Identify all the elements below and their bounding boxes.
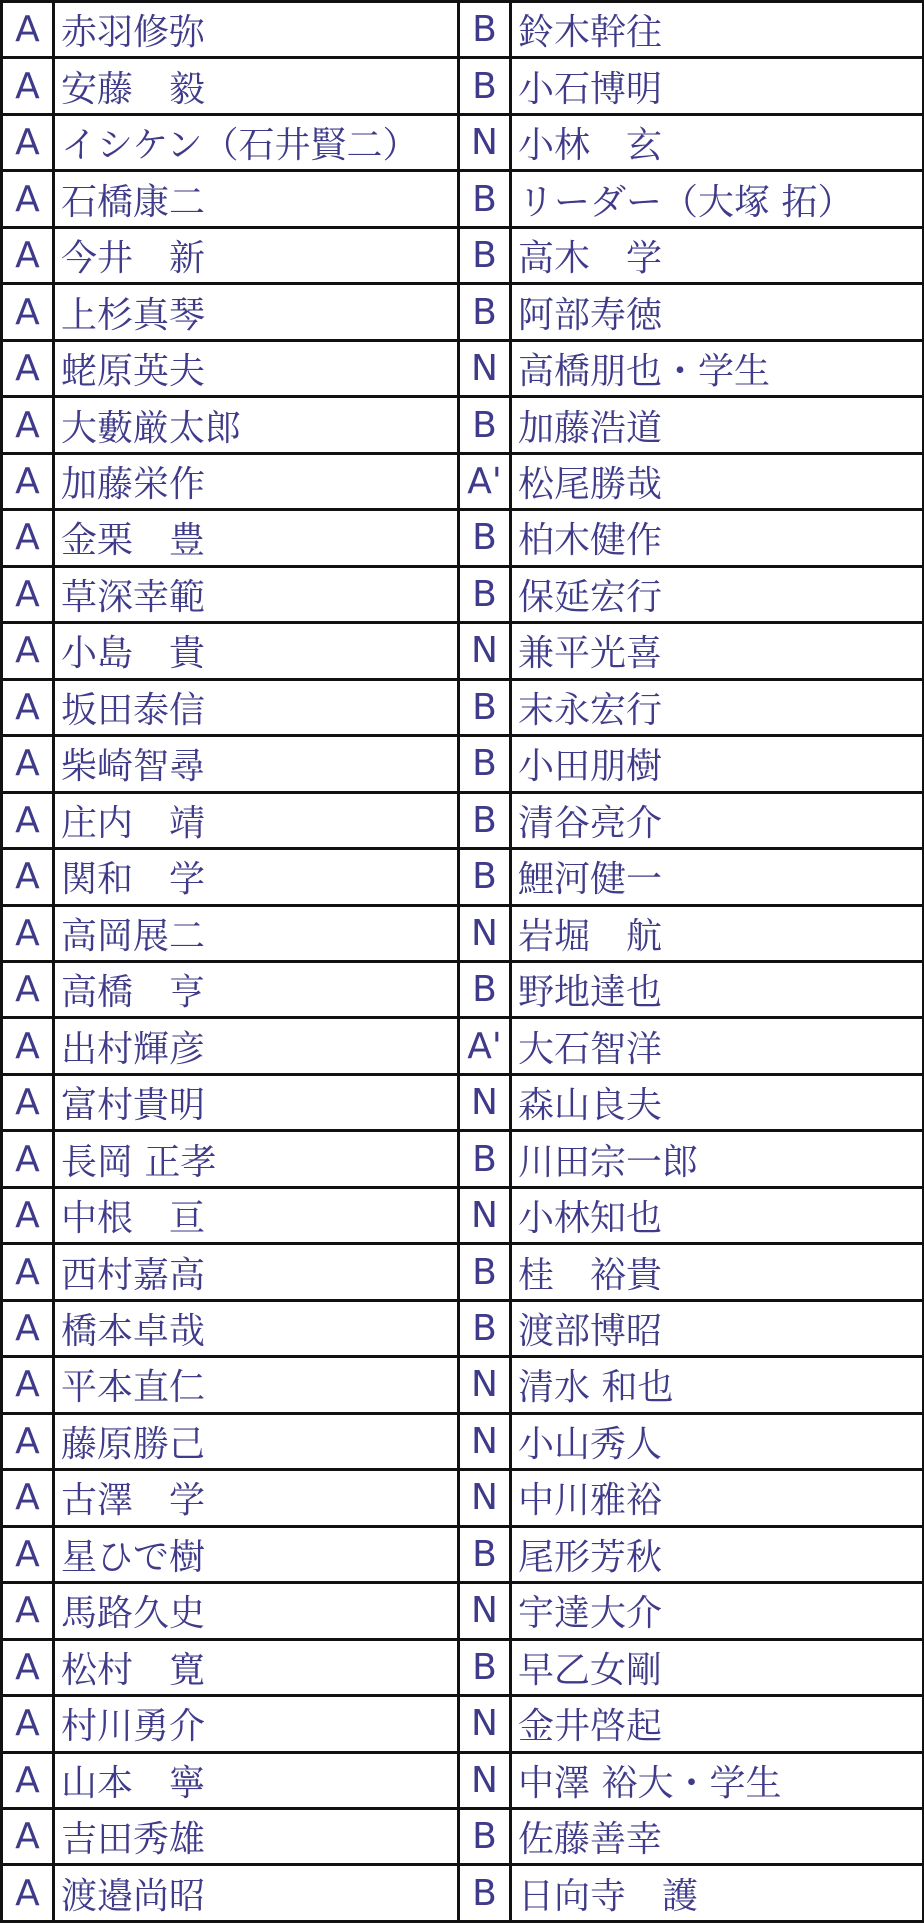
right-name-cell: 阿部寿徳 (511, 284, 924, 340)
left-name-cell: 坂田泰信 (54, 679, 459, 735)
table-row (2, 1074, 924, 1130)
left-grade-cell: A (2, 1696, 54, 1752)
left-name-cell: 馬路久史 (54, 1583, 459, 1639)
right-name-cell: 野地達也 (511, 961, 924, 1017)
right-name-cell: 岩堀 航 (511, 905, 924, 961)
left-grade-cell: A (2, 792, 54, 848)
right-grade-cell: B (459, 1300, 511, 1356)
right-name-cell: 桂 裕貴 (511, 1244, 924, 1300)
table-row (2, 679, 924, 735)
table-row (2, 1244, 924, 1300)
table-row (2, 736, 924, 792)
right-name-cell: 松尾勝哉 (511, 453, 924, 509)
table-row (2, 566, 924, 622)
right-name-cell: 清谷亮介 (511, 792, 924, 848)
table-row (2, 340, 924, 396)
table-row (2, 58, 924, 114)
right-name-cell: 小石博明 (511, 58, 924, 114)
table-row (2, 905, 924, 961)
table-row (2, 227, 924, 283)
table-row (2, 171, 924, 227)
left-name-cell: 蛯原英夫 (54, 340, 459, 396)
table-row (2, 792, 924, 848)
left-grade-cell: A (2, 1639, 54, 1695)
left-name-cell: 高岡展二 (54, 905, 459, 961)
left-name-cell: 上杉真琴 (54, 284, 459, 340)
table-row (2, 510, 924, 566)
left-grade-cell: A (2, 1526, 54, 1582)
left-name-cell: 関和 学 (54, 849, 459, 905)
right-grade-cell: N (459, 1413, 511, 1469)
table-row (2, 114, 924, 170)
left-grade-cell: A (2, 1018, 54, 1074)
right-name-cell: 小林 玄 (511, 114, 924, 170)
right-name-cell: 高木 学 (511, 227, 924, 283)
table-row (2, 2, 924, 58)
right-name-cell: 宇達大介 (511, 1583, 924, 1639)
right-grade-cell: B (459, 58, 511, 114)
left-grade-cell: A (2, 227, 54, 283)
left-grade-cell: A (2, 397, 54, 453)
left-grade-cell: A (2, 1583, 54, 1639)
left-name-cell: 吉田秀雄 (54, 1809, 459, 1865)
left-grade-cell: A (2, 1413, 54, 1469)
table-row (2, 1470, 924, 1526)
table-row (2, 397, 924, 453)
right-name-cell: 小田朋樹 (511, 736, 924, 792)
right-grade-cell: N (459, 1357, 511, 1413)
table-row (2, 284, 924, 340)
left-name-cell: 星ひで樹 (54, 1526, 459, 1582)
right-grade-cell: A' (459, 453, 511, 509)
table-row (2, 1865, 924, 1922)
right-name-cell: 森山良夫 (511, 1074, 924, 1130)
right-grade-cell: N (459, 1696, 511, 1752)
right-grade-cell: N (459, 1470, 511, 1526)
left-grade-cell: A (2, 679, 54, 735)
left-name-cell: イシケン（石井賢二） (54, 114, 459, 170)
left-name-cell: 赤羽修弥 (54, 2, 459, 58)
left-name-cell: 出村輝彦 (54, 1018, 459, 1074)
right-grade-cell: B (459, 227, 511, 283)
table-row (2, 1526, 924, 1582)
right-grade-cell: B (459, 284, 511, 340)
right-name-cell: 末永宏行 (511, 679, 924, 735)
table-row (2, 1357, 924, 1413)
right-grade-cell: B (459, 171, 511, 227)
right-name-cell: 中澤 裕大・学生 (511, 1752, 924, 1808)
left-name-cell: 石橋康二 (54, 171, 459, 227)
right-name-cell: 大石智洋 (511, 1018, 924, 1074)
left-grade-cell: A (2, 566, 54, 622)
left-name-cell: 松村 寛 (54, 1639, 459, 1695)
left-name-cell: 金栗 豊 (54, 510, 459, 566)
right-name-cell: 高橋朋也・学生 (511, 340, 924, 396)
right-grade-cell: B (459, 510, 511, 566)
left-name-cell: 庄内 靖 (54, 792, 459, 848)
right-grade-cell: B (459, 961, 511, 1017)
table-row (2, 849, 924, 905)
left-name-cell: 中根 亘 (54, 1187, 459, 1243)
table-row (2, 1696, 924, 1752)
left-grade-cell: A (2, 1865, 54, 1922)
left-name-cell: 草深幸範 (54, 566, 459, 622)
left-grade-cell: A (2, 510, 54, 566)
right-grade-cell: A' (459, 1018, 511, 1074)
table-row (2, 1583, 924, 1639)
left-name-cell: 柴崎智尋 (54, 736, 459, 792)
table-row (2, 1131, 924, 1187)
table-row (2, 623, 924, 679)
left-grade-cell: A (2, 961, 54, 1017)
right-name-cell: 柏木健作 (511, 510, 924, 566)
member-table-body (2, 2, 924, 1922)
left-name-cell: 藤原勝己 (54, 1413, 459, 1469)
left-name-cell: 村川勇介 (54, 1696, 459, 1752)
table-row (2, 453, 924, 509)
left-grade-cell: A (2, 2, 54, 58)
right-name-cell: 渡部博昭 (511, 1300, 924, 1356)
right-name-cell: 鈴木幹往 (511, 2, 924, 58)
right-grade-cell: B (459, 2, 511, 58)
right-grade-cell: B (459, 679, 511, 735)
left-name-cell: 大藪厳太郎 (54, 397, 459, 453)
right-grade-cell: B (459, 792, 511, 848)
right-grade-cell: N (459, 114, 511, 170)
right-grade-cell: B (459, 1809, 511, 1865)
table-row (2, 1639, 924, 1695)
left-grade-cell: A (2, 1187, 54, 1243)
left-name-cell: 山本 寧 (54, 1752, 459, 1808)
right-name-cell: 早乙女剛 (511, 1639, 924, 1695)
right-grade-cell: B (459, 566, 511, 622)
table-row (2, 961, 924, 1017)
right-name-cell: 尾形芳秋 (511, 1526, 924, 1582)
table-row (2, 1187, 924, 1243)
right-name-cell: 小林知也 (511, 1187, 924, 1243)
right-name-cell: 小山秀人 (511, 1413, 924, 1469)
left-grade-cell: A (2, 736, 54, 792)
right-name-cell: 保延宏行 (511, 566, 924, 622)
right-grade-cell: B (459, 1639, 511, 1695)
right-grade-cell: N (459, 623, 511, 679)
left-name-cell: 平本直仁 (54, 1357, 459, 1413)
right-grade-cell: B (459, 849, 511, 905)
right-name-cell: 鯉河健一 (511, 849, 924, 905)
left-name-cell: 小島 貴 (54, 623, 459, 679)
left-name-cell: 長岡 正孝 (54, 1131, 459, 1187)
left-grade-cell: A (2, 453, 54, 509)
left-name-cell: 高橋 亨 (54, 961, 459, 1017)
right-grade-cell: B (459, 1865, 511, 1922)
left-grade-cell: A (2, 1809, 54, 1865)
right-grade-cell: B (459, 397, 511, 453)
left-name-cell: 富村貴明 (54, 1074, 459, 1130)
right-grade-cell: N (459, 1583, 511, 1639)
left-grade-cell: A (2, 1470, 54, 1526)
left-name-cell: 橋本卓哉 (54, 1300, 459, 1356)
left-grade-cell: A (2, 114, 54, 170)
left-grade-cell: A (2, 1131, 54, 1187)
table-row (2, 1809, 924, 1865)
left-name-cell: 安藤 毅 (54, 58, 459, 114)
left-grade-cell: A (2, 284, 54, 340)
left-grade-cell: A (2, 1074, 54, 1130)
right-grade-cell: B (459, 1526, 511, 1582)
left-name-cell: 渡邉尚昭 (54, 1865, 459, 1922)
right-name-cell: 川田宗一郎 (511, 1131, 924, 1187)
left-grade-cell: A (2, 1357, 54, 1413)
left-grade-cell: A (2, 58, 54, 114)
left-grade-cell: A (2, 1244, 54, 1300)
right-name-cell: リーダー（大塚 拓） (511, 171, 924, 227)
right-name-cell: 佐藤善幸 (511, 1809, 924, 1865)
right-grade-cell: B (459, 1131, 511, 1187)
table-row (2, 1752, 924, 1808)
table-row (2, 1300, 924, 1356)
right-grade-cell: N (459, 905, 511, 961)
left-grade-cell: A (2, 623, 54, 679)
right-name-cell: 中川雅裕 (511, 1470, 924, 1526)
table-row (2, 1413, 924, 1469)
left-grade-cell: A (2, 849, 54, 905)
right-name-cell: 日向寺 護 (511, 1865, 924, 1922)
left-grade-cell: A (2, 1300, 54, 1356)
left-name-cell: 今井 新 (54, 227, 459, 283)
table-row (2, 1018, 924, 1074)
right-name-cell: 清水 和也 (511, 1357, 924, 1413)
right-name-cell: 加藤浩道 (511, 397, 924, 453)
left-grade-cell: A (2, 171, 54, 227)
left-grade-cell: A (2, 905, 54, 961)
right-name-cell: 兼平光喜 (511, 623, 924, 679)
left-name-cell: 西村嘉高 (54, 1244, 459, 1300)
right-grade-cell: N (459, 340, 511, 396)
left-name-cell: 加藤栄作 (54, 453, 459, 509)
right-grade-cell: N (459, 1187, 511, 1243)
left-name-cell: 古澤 学 (54, 1470, 459, 1526)
right-grade-cell: N (459, 1074, 511, 1130)
right-grade-cell: B (459, 736, 511, 792)
right-grade-cell: B (459, 1244, 511, 1300)
right-grade-cell: N (459, 1752, 511, 1808)
left-grade-cell: A (2, 340, 54, 396)
right-name-cell: 金井啓起 (511, 1696, 924, 1752)
left-grade-cell: A (2, 1752, 54, 1808)
